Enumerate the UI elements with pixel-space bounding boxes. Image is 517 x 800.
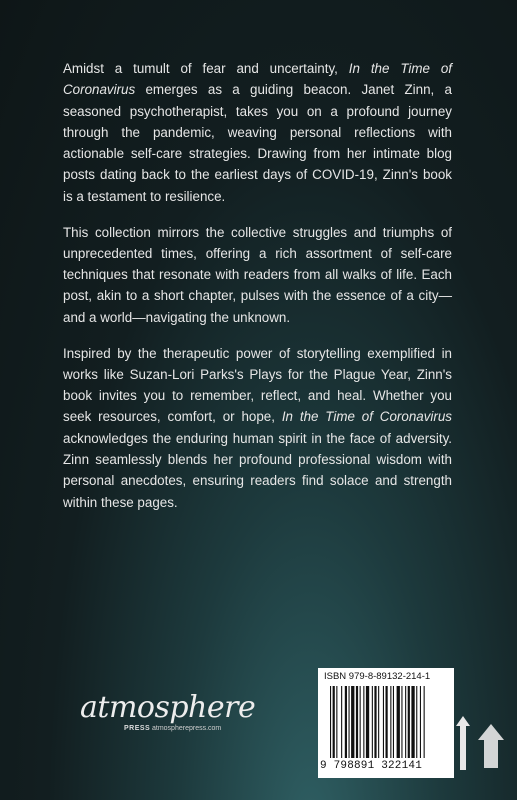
book-title-italic: In the Time of Coronavirus xyxy=(63,61,452,98)
publisher-name: atmosphere xyxy=(80,690,256,725)
publisher-press-label: PRESS xyxy=(124,725,151,732)
blurb-paragraph-3 xyxy=(63,343,452,513)
book-title-italic: In the Time of Coronavirus xyxy=(281,409,452,425)
publisher-logo xyxy=(80,690,256,740)
blurb-paragraph-1 xyxy=(63,58,452,207)
publisher-url: atmospherepress.com xyxy=(152,725,222,732)
barcode-panel xyxy=(318,668,454,778)
barcode-number: 9 798891 322141 xyxy=(320,760,423,772)
blurb-text: emerges as a guiding beacon. Janet Zinn, a seasoned psychotherapist, takes you on a profound journey through the pandemic, weaving personal reflections with actionable self-care strategies. Drawing from her intimate blog posts dating back to the earliest days of COVID-19, Zinn's book is a testament to resilience. xyxy=(63,82,452,204)
publisher-mark-icon xyxy=(478,724,504,768)
blurb-text: Amidst a tumult of fear and uncertainty, xyxy=(63,61,349,76)
blurb-text: Inspired by the therapeutic power of storytelling exemplified in works like Suzan-Lori Parks's Plays for the Plague Year, Zinn's book invites you to remember, reflect, and heal. Whether you seek resources, comfort, or hope, xyxy=(63,345,452,425)
back-cover-blurb xyxy=(63,58,452,527)
barcode-icon xyxy=(330,686,448,758)
isbn-label: ISBN 979-8-89132-214-1 xyxy=(324,671,431,682)
blurb-paragraph-2: This collection mirrors the collective struggles and triumphs of unprecedented times, offering a rich assortment of self-care techniques that resonate with readers from all walks of life. Each post, akin to a short chapter, pulses with the essence of a city—and a world—navigating the unknown. xyxy=(63,224,452,325)
publisher-mark-icon xyxy=(456,716,470,770)
blurb-text: acknowledges the enduring human spirit in the face of adversity. Zinn seamlessly blends her profound professional wisdom with personal anecdotes, ensuring readers find solace and strength within these pages. xyxy=(63,430,452,510)
